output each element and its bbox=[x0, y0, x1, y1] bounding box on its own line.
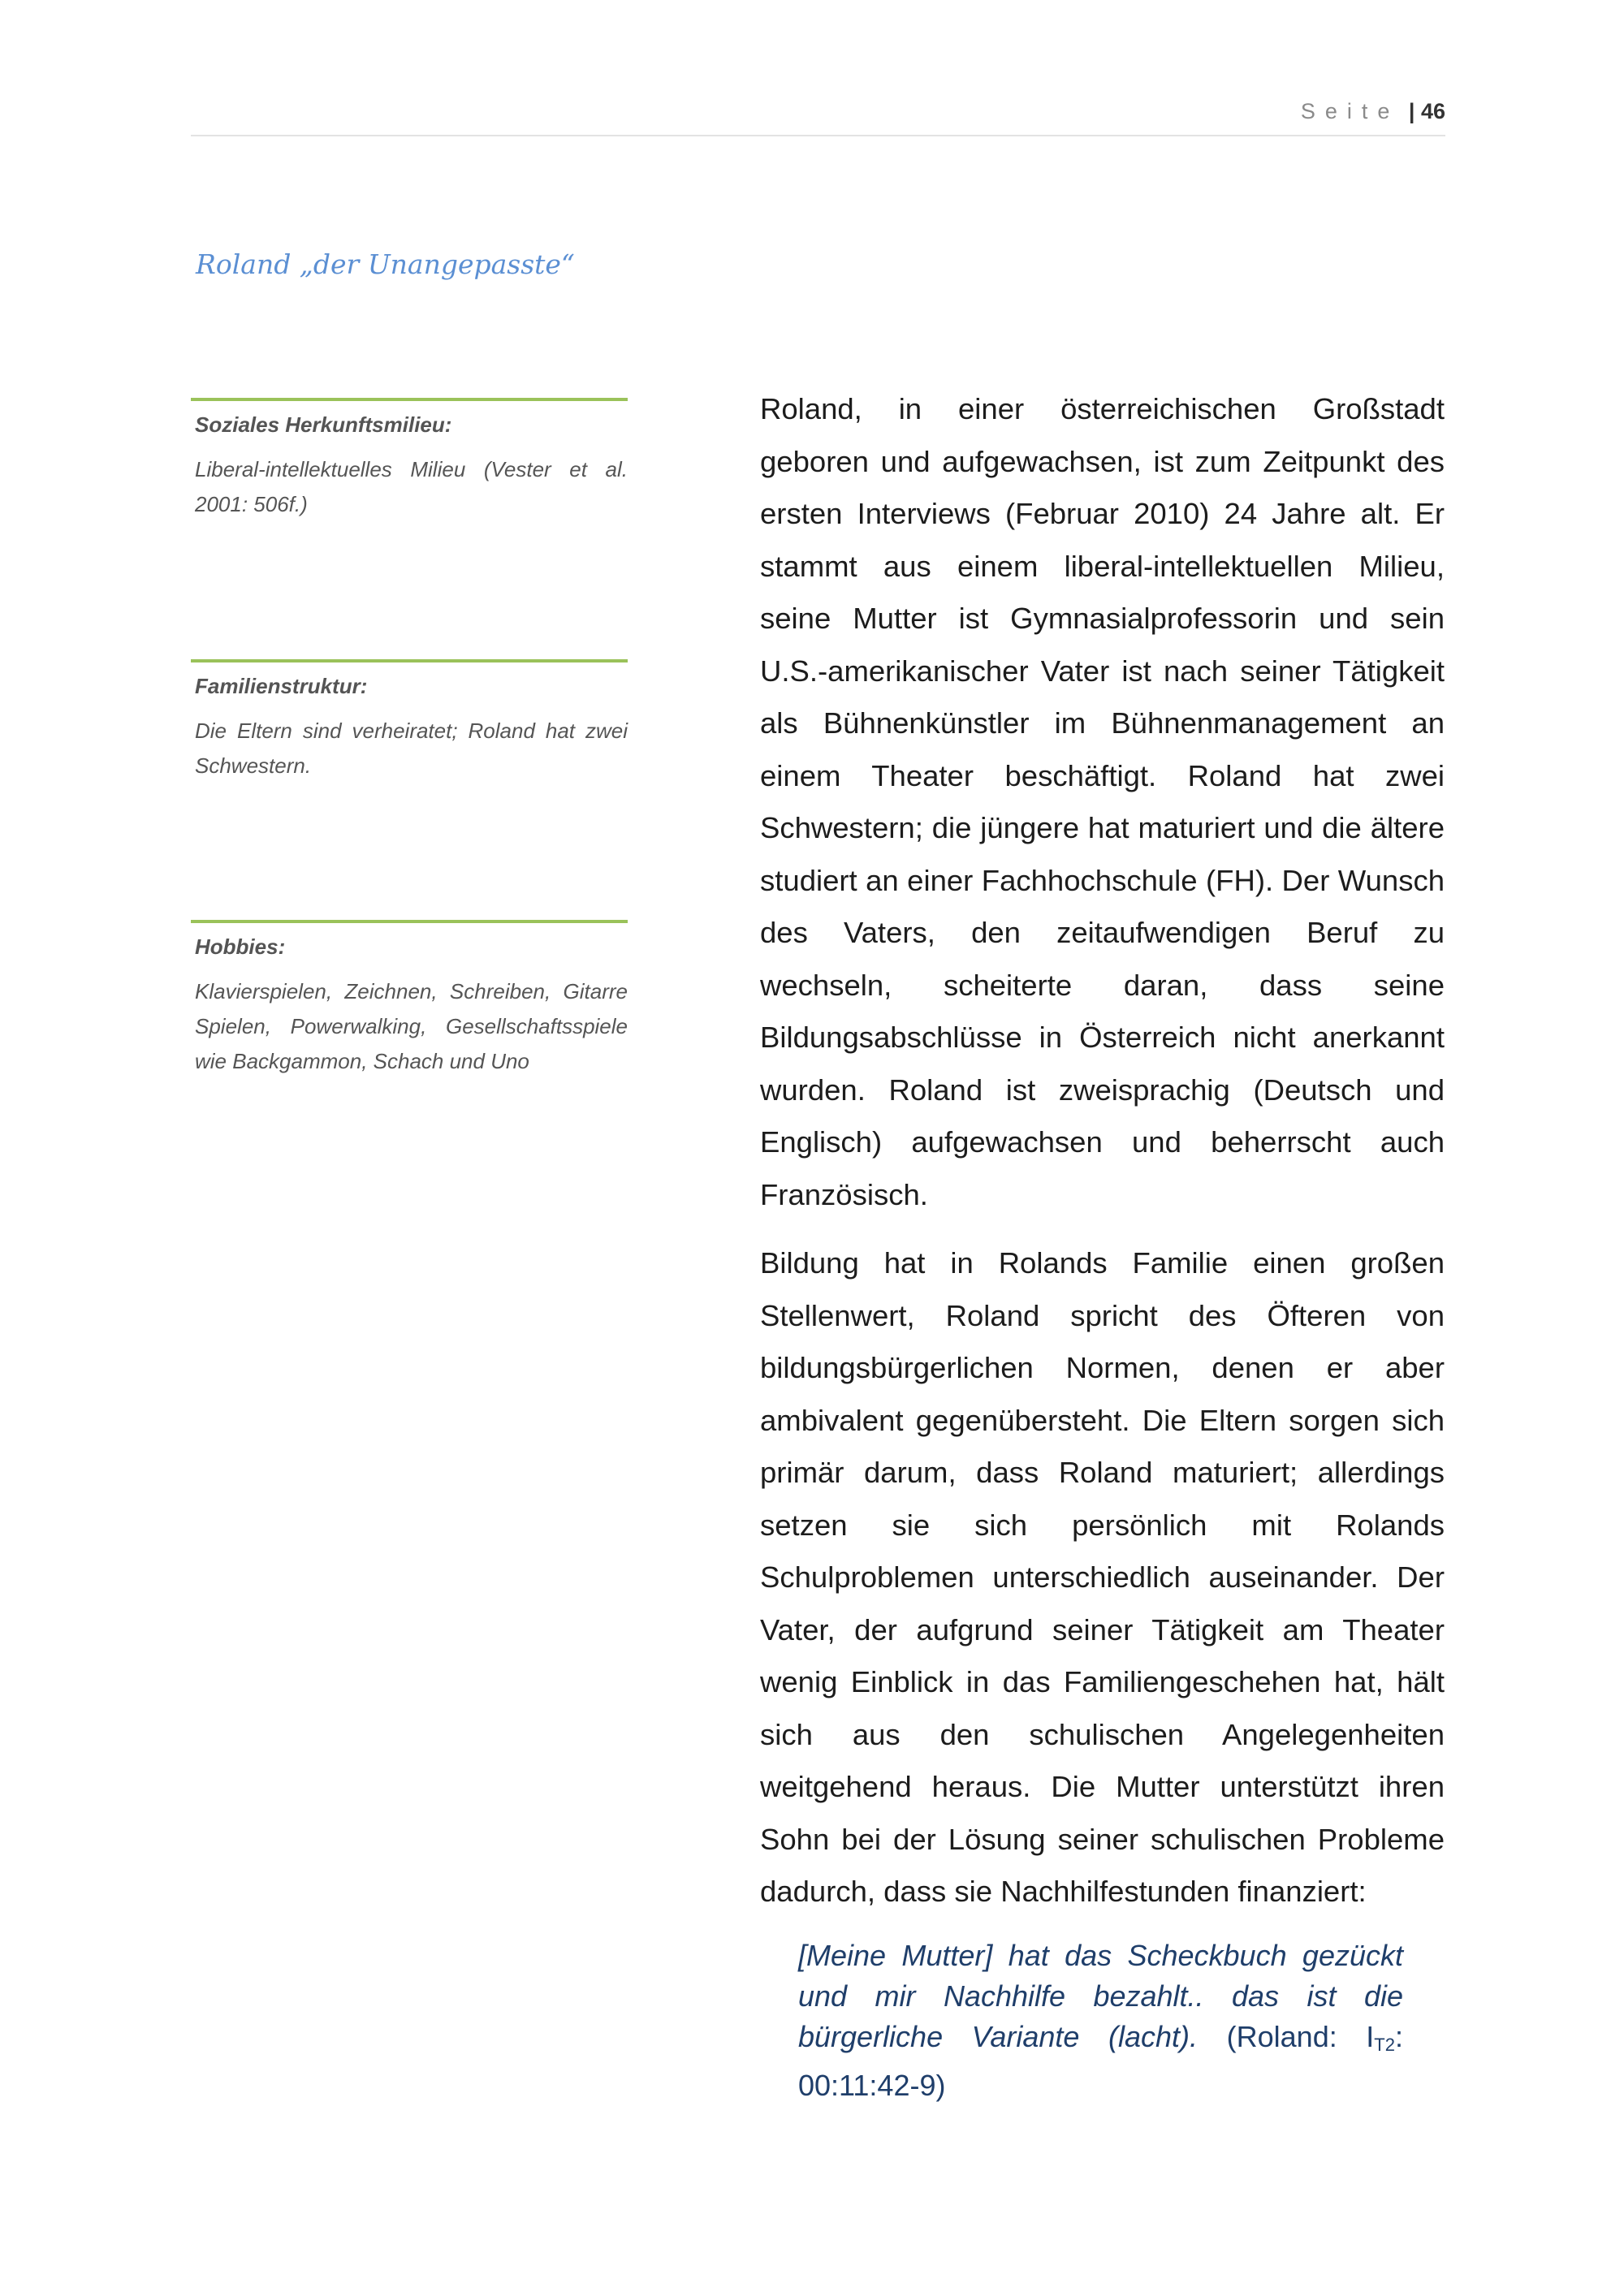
sidebar-box-label: Hobbies: bbox=[195, 934, 286, 959]
sidebar-box-text: Liberal-intellektuelles Milieu (Vester et al. 2001: 506f.) bbox=[195, 457, 628, 516]
page-separator: | bbox=[1408, 99, 1415, 123]
paragraph-text: Roland, in einer österreichischen Großstadt geboren und aufgewachsen, ist zum Zeitpunkt des ersten Interviews (Februar 2010) 24 Jahre alt. Er stammt aus einem liberal-intellektuellen Milieu, seine Mutter ist Gymnasialprofessorin und sein U.S.-amerikanischer Vater ist nach seiner Tätigkeit als Bühnenkünstler im Bühnenmanagement an einem Theater beschäftigt. Roland hat zwei Schwestern; die jüngere hat maturiert und die ältere studiert an einer Fachhochschule (FH). Der Wunsch des Vaters, den zeitaufwendigen Beruf zu wechseln, scheiterte daran, dass seine Bildungsabschlüsse in Österreich nicht anerkannt wurden. Roland ist zweisprachig (Deutsch und Englisch) aufgewachsen und beherrscht auch Französisch. bbox=[760, 392, 1445, 1211]
sidebar-box-text: Die Eltern sind verheiratet; Roland hat zwei Schwestern. bbox=[195, 719, 628, 778]
page-header bbox=[191, 94, 1445, 136]
sidebar-box-label: Familienstruktur: bbox=[195, 674, 368, 698]
sidebar-box-text: Klavierspielen, Zeichnen, Schreiben, Gitarre Spielen, Powerwalking, Gesellschaftsspiele wie Backgammon, Schach und Uno bbox=[195, 979, 628, 1073]
page-label: Seite bbox=[1300, 99, 1400, 123]
citation-prefix: (Roland: I bbox=[1226, 2020, 1375, 2053]
citation-subscript: T2 bbox=[1374, 2035, 1395, 2055]
page-number-label bbox=[1301, 99, 1445, 124]
section-title: Roland „der Unangepasste“ bbox=[196, 248, 575, 280]
paragraph-text: Bildung hat in Rolands Familie einen großen Stellenwert, Roland spricht des Öfteren von bildungsbürgerlichen Normen, denen er aber ambivalent gegenübersteht. Die Eltern sorgen sich primär darum, dass Roland maturiert; allerdings setzen sie sich persönlich mit Rolands Schulproblemen unterschiedlich auseinander. Der Vater, der aufgrund seiner Tätigkeit am Theater wenig Einblick in das Familiengeschehen hat, hält sich aus den schulischen Angelegenheiten weitgehend heraus. Die Mutter unterstützt ihren Sohn bei der Lösung seiner schulischen Probleme dadurch, dass sie Nachhilfestunden finanziert: bbox=[760, 1246, 1445, 1908]
sidebar-box-label: Soziales Herkunftsmilieu: bbox=[195, 412, 452, 437]
sidebar-box-hobbies bbox=[191, 920, 628, 1079]
block-quote bbox=[798, 1936, 1403, 2106]
page-number: 46 bbox=[1420, 99, 1445, 123]
sidebar-box-familienstruktur bbox=[191, 659, 628, 783]
sidebar-box-herkunftsmilieu bbox=[191, 398, 628, 522]
body-paragraph-2 bbox=[760, 1237, 1445, 1918]
citation-suffix: : 00:11:42-9) bbox=[798, 2020, 1403, 2102]
quote-text: [Meine Mutter] hat das Scheckbuch gezückt und mir Nachhilfe bezahlt.. das ist die bürgerliche Variante (lacht). bbox=[798, 1939, 1403, 2053]
body-paragraph-1 bbox=[760, 383, 1445, 1221]
